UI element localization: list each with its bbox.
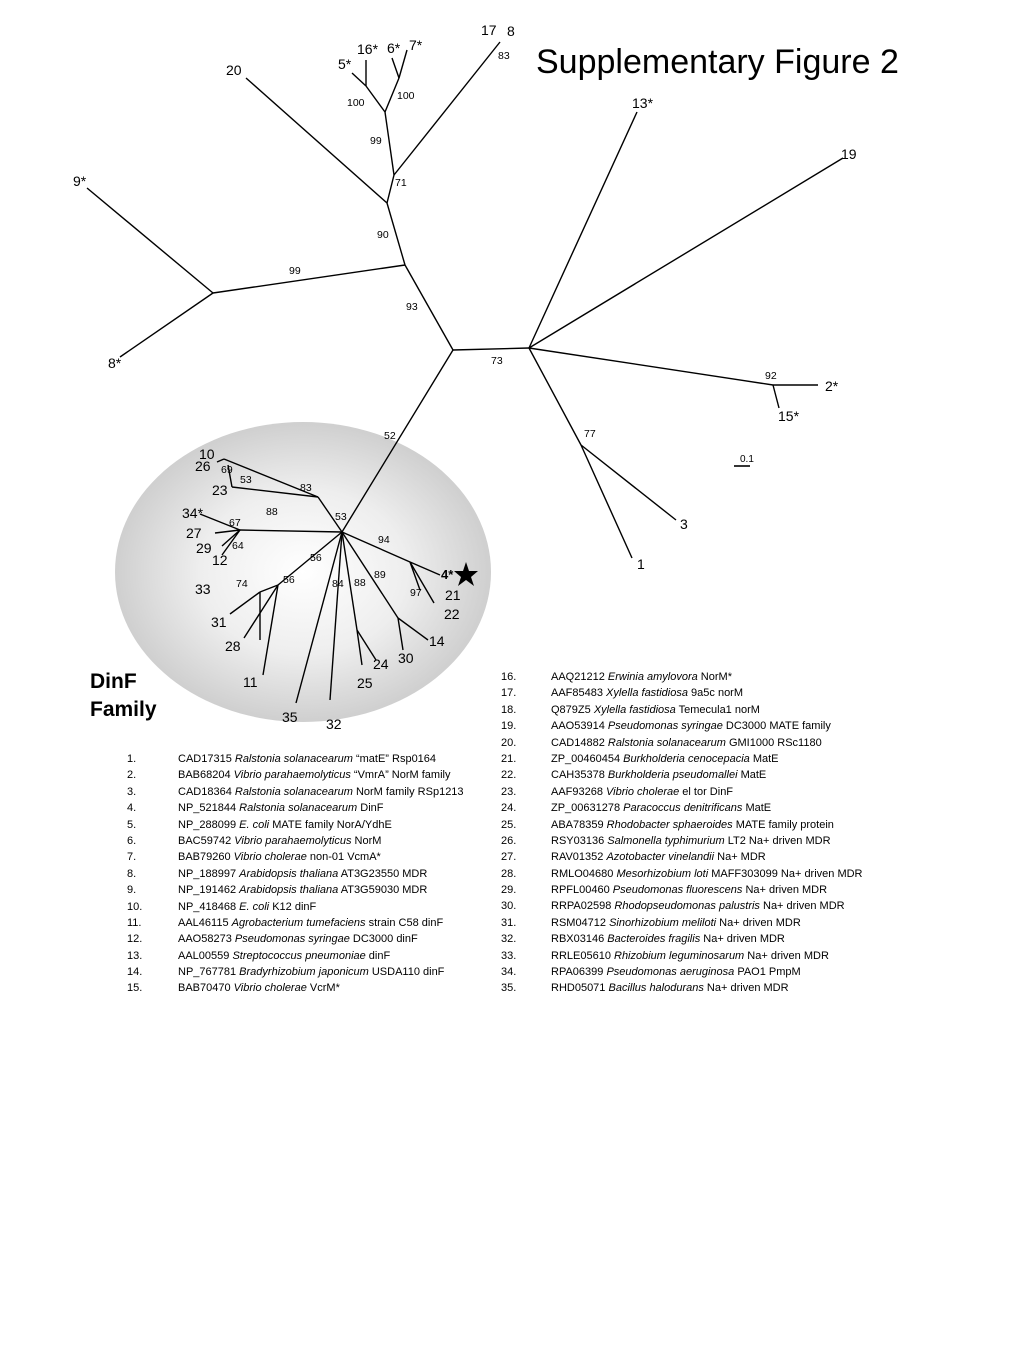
legend-organism: Burkholderia cenocepacia (623, 752, 750, 765)
legend-accession: BAB68204 (178, 769, 234, 782)
legend-description: AT3G59030 MDR (338, 884, 428, 897)
tree-branch (87, 188, 213, 293)
tree-branch (773, 385, 779, 408)
leaf-label: 14 (429, 633, 445, 649)
leaf-label: 13* (632, 95, 654, 111)
legend-description: Na+ driven MDR (703, 982, 789, 995)
legend-description: USDA110 dinF (368, 966, 445, 979)
legend-description: LT2 Na+ driven MDR (724, 834, 831, 847)
legend-accession: CAD18364 (178, 785, 235, 798)
legend-accession: BAB70470 (178, 982, 234, 995)
legend-entry-number: 21. (501, 752, 517, 765)
bootstrap-value: 74 (236, 578, 248, 590)
legend-description: VcrM* (306, 982, 340, 995)
legend-accession: ABA78359 (551, 818, 607, 831)
legend-entry-text (551, 800, 771, 816)
bootstrap-value: 77 (584, 428, 596, 440)
legend-description: MatE (749, 752, 779, 765)
leaf-label: 22 (444, 606, 460, 622)
tree-branch (529, 158, 843, 348)
leaf-label: 27 (186, 525, 202, 541)
leaf-label: 33 (195, 581, 211, 597)
legend-entry-number: 31. (501, 916, 517, 929)
bootstrap-value: 99 (370, 135, 382, 147)
leaf-label: 23 (212, 482, 228, 498)
leaf-label: 30 (398, 650, 414, 666)
legend-description: Temecula1 norM (675, 703, 760, 716)
legend-organism: Pseudomonas aeruginosa (606, 966, 735, 979)
legend-organism: Mesorhizobium loti (616, 867, 709, 880)
scale-bar-label: 0.1 (740, 454, 754, 465)
leaf-label: 16* (357, 41, 379, 57)
bootstrap-value: 100 (347, 97, 365, 109)
legend-organism: Bacillus halodurans (608, 982, 704, 995)
family-label-line-2: Family (90, 698, 157, 721)
legend-organism: Pseudomonas syringae (607, 720, 723, 733)
legend-organism: Ralstonia solanacearum (234, 785, 353, 798)
legend-organism: Vibrio cholerae (233, 851, 307, 864)
legend-accession: ZP_00460454 (551, 752, 624, 765)
legend-organism: Rhodobacter sphaeroides (606, 818, 733, 831)
legend-description: non-01 VcmA* (306, 851, 381, 864)
leaf-label: 1 (637, 556, 645, 572)
legend-accession: NP_191462 (178, 884, 240, 897)
bootstrap-value: 71 (395, 177, 407, 189)
leaf-label: 34* (182, 505, 204, 521)
legend-entry-text (551, 718, 831, 734)
tree-branch (392, 58, 399, 78)
legend-organism: Salmonella typhimurium (607, 834, 725, 847)
legend-description: Na+ driven MDR (716, 916, 801, 929)
legend-entry-text (551, 767, 766, 783)
legend-entry-number: 5. (127, 818, 137, 831)
legend-description: NorM family RSp1213 (352, 785, 464, 798)
legend-description: Na+ driven MDR (759, 900, 845, 913)
dinf-family-label (90, 668, 157, 724)
legend-accession: NP_767781 (178, 966, 240, 979)
leaf-label: 21 (445, 587, 461, 603)
legend-entry-number: 18. (501, 703, 517, 716)
legend-description: MATE family NorA/YdhE (269, 818, 392, 831)
legend-entry-number: 6. (127, 834, 137, 847)
legend-entry-number: 3. (127, 785, 137, 798)
tree-branch (453, 348, 529, 350)
legend-entry-text (178, 767, 450, 783)
legend-accession: AAF93268 (551, 785, 607, 798)
legend-organism: Arabidopsis thaliana (239, 884, 339, 897)
legend-entry-number: 23. (501, 785, 517, 798)
legend-entry-text (551, 980, 789, 996)
leaf-label: 26 (195, 458, 211, 474)
legend-entry-text (178, 800, 383, 816)
legend-description: MATE family protein (732, 818, 834, 831)
scale-bar (734, 454, 754, 466)
legend-entry-number: 32. (501, 933, 517, 946)
legend-accession: AAO58273 (178, 933, 235, 946)
leaf-label: 7* (409, 37, 423, 53)
legend-entry-number: 11. (127, 916, 142, 929)
legend-entry-text (551, 751, 779, 767)
legend-entry-text (178, 915, 443, 931)
legend-entry-text (551, 898, 845, 914)
tree-branch (529, 348, 773, 385)
leaf-label: 25 (357, 675, 373, 691)
legend-entry-number: 33. (501, 949, 517, 962)
leaf-label: 35 (282, 709, 298, 725)
bootstrap-value: 92 (765, 370, 777, 382)
tree-branch (387, 203, 405, 265)
legend-description: K12 dinF (269, 900, 317, 913)
legend-organism: Streptococcus pneumoniae (232, 949, 366, 962)
legend-accession: AAL46115 (178, 916, 232, 929)
legend-entry-text (178, 980, 340, 996)
tree-branch (394, 42, 500, 175)
leaf-label: 2* (825, 378, 839, 394)
legend-organism: Arabidopsis thaliana (239, 867, 339, 880)
tree-branch (352, 73, 366, 86)
bootstrap-value: 64 (232, 540, 244, 552)
legend-accession: RPFL00460 (551, 884, 613, 897)
legend-accession: Q879Z5 (551, 703, 594, 716)
legend-organism: Rhodopseudomonas palustris (614, 900, 760, 913)
legend-entry-text (178, 817, 392, 833)
legend-accession: NP_521844 (178, 802, 240, 815)
legend-accession: ZP_00631278 (551, 802, 624, 815)
leaf-label: 29 (196, 540, 212, 556)
legend-accession: RBX03146 (551, 933, 608, 946)
legend-entry-number: 22. (501, 769, 517, 782)
legend-organism: Vibrio parahaemolyticus (234, 834, 352, 847)
legend-entry-number: 8. (127, 867, 137, 880)
legend-entry-text (551, 948, 829, 964)
legend-organism: Erwinia amylovora (607, 671, 698, 683)
bootstrap-value: 56 (283, 574, 295, 586)
legend-entry-number: 29. (501, 884, 517, 897)
legend-accession: RRLE05610 (551, 949, 614, 962)
legend-entry-text (178, 833, 381, 849)
legend-entry-text (551, 866, 863, 882)
legend-entry-number: 27. (501, 851, 517, 864)
legend-organism: Xylella fastidiosa (593, 703, 676, 716)
legend-accession: AAF85483 (551, 687, 607, 700)
legend-organism: Rhizobium leguminosarum (614, 949, 745, 962)
legend-organism: Pseudomonas fluorescens (612, 884, 743, 897)
leaf-label: 11 (243, 674, 258, 690)
tree-branch (529, 348, 581, 445)
legend-accession: CAD14882 (551, 736, 608, 749)
legend-entry-number: 4. (127, 802, 137, 815)
legend-description: Na+ driven MDR (700, 933, 785, 946)
legend-entry-number: 25. (501, 818, 517, 831)
legend-organism: Sinorhizobium meliloti (609, 916, 717, 929)
leaf-label: 4* (441, 567, 454, 582)
legend-organism: Xylella fastidiosa (606, 687, 688, 700)
tree-branch (366, 86, 385, 112)
tree-branch (213, 265, 405, 293)
legend-description: dinF (365, 949, 391, 962)
legend-entry-text (178, 931, 418, 947)
legend-organism: Ralstonia solanacearum (239, 802, 358, 815)
leaf-label: 9* (73, 173, 87, 189)
bootstrap-value: 89 (374, 569, 386, 581)
legend-accession: NP_188997 (178, 867, 240, 880)
legend-entry-text (178, 784, 464, 800)
legend-entry-text (551, 784, 733, 800)
bootstrap-value: 84 (332, 578, 344, 590)
leaf-label: 6* (387, 40, 401, 56)
legend-entry-text (551, 931, 785, 947)
legend-description: GMI1000 RSc1180 (725, 736, 822, 749)
legend-accession: RSY03136 (551, 834, 608, 847)
legend-description: el tor DinF (679, 785, 734, 798)
legend-entry-number: 24. (501, 802, 517, 815)
family-label-line-1: DinF (90, 670, 137, 693)
figure-title: Supplementary Figure 2 (536, 43, 899, 81)
legend-organism: Ralstonia solanacearum (607, 736, 726, 749)
legend-accession: RSM04712 (551, 916, 610, 929)
legend-entry-text (551, 735, 822, 751)
tree-branch (581, 445, 676, 520)
leaf-label: 32 (326, 716, 342, 732)
legend-entry-text (551, 669, 732, 685)
legend-accession: RAV01352 (551, 851, 607, 864)
legend-entry-text (178, 882, 427, 898)
legend-accession: CAH35378 (551, 769, 608, 782)
legend-accession: RPA06399 (551, 966, 607, 979)
legend-entry-text (551, 964, 801, 980)
leaf-label: 10 (199, 446, 215, 462)
legend-entry-text (551, 833, 831, 849)
legend-organism: Vibrio cholerae (606, 785, 680, 798)
legend-accession: AAL00559 (178, 949, 233, 962)
bootstrap-value: 88 (266, 506, 278, 518)
bootstrap-value: 52 (384, 430, 396, 442)
legend-entry-number: 19. (501, 720, 517, 733)
bootstrap-value: 73 (491, 355, 503, 367)
legend-entry-number: 1. (127, 753, 137, 765)
legend-organism: Ralstonia solanacearum (234, 753, 353, 765)
tree-branch (387, 175, 394, 203)
leaf-label: 12 (212, 552, 228, 568)
bootstrap-value: 94 (378, 534, 390, 546)
leaf-label: 20 (226, 62, 242, 78)
bootstrap-value: 93 (406, 301, 418, 313)
leaf-label: 8* (108, 355, 122, 371)
legend-description: Na+ driven MDR (742, 884, 828, 897)
legend-entry-text (551, 817, 834, 833)
bootstrap-value: 56 (310, 552, 322, 564)
legend-accession: NP_418468 (178, 900, 240, 913)
legend-entry-text (178, 948, 390, 964)
legend-description: strain C58 dinF (365, 916, 444, 929)
legend-entry-number: 28. (501, 867, 517, 880)
legend-description: DC3000 dinF (349, 933, 418, 946)
leaf-label: 31 (211, 614, 227, 630)
legend-accession: RHD05071 (551, 982, 609, 995)
legend-entry-text (178, 964, 444, 980)
leaf-label: 28 (225, 638, 241, 654)
legend-entry-text (551, 882, 827, 898)
tree-branch (120, 293, 213, 357)
legend-accession: RMLO04680 (551, 867, 617, 880)
leaf-label: 3 (680, 516, 688, 532)
bootstrap-value: 53 (335, 511, 347, 523)
leaf-label: 8 (507, 23, 515, 39)
legend-entry-number: 26. (501, 834, 517, 847)
legend-entry-number: 7. (127, 851, 137, 864)
legend-accession: AAQ21212 (551, 671, 608, 683)
bootstrap-value: 100 (397, 90, 415, 102)
legend-description: “VmrA” NorM family (350, 769, 451, 782)
legend-description: 9a5c norM (687, 687, 744, 700)
legend-entry-number: 10. (127, 900, 143, 913)
bootstrap-value: 83 (300, 482, 312, 494)
legend-entry-number: 14. (127, 966, 143, 979)
legend-accession: NP_288099 (178, 818, 240, 831)
legend-organism: Bradyrhizobium japonicum (239, 966, 369, 979)
bootstrap-value: 83 (498, 50, 510, 62)
legend-entry-text (178, 751, 436, 767)
bootstrap-value: 67 (229, 517, 241, 529)
legend-description: NorM (351, 834, 382, 847)
tree-branch (581, 445, 632, 558)
legend-entry-text (551, 849, 766, 865)
leaf-label: 5* (338, 56, 352, 72)
bootstrap-value: 90 (377, 229, 389, 241)
bootstrap-value: 88 (354, 577, 366, 589)
legend-description: “matE” Rsp0164 (352, 753, 437, 765)
legend-organism: Agrobacterium tumefaciens (231, 916, 366, 929)
legend-organism: Paracoccus denitrificans (623, 802, 743, 815)
legend-description: MAFF303099 Na+ driven MDR (708, 867, 863, 880)
legend-entry-number: 9. (127, 884, 137, 897)
tree-branch (246, 78, 387, 203)
legend-accession: CAD17315 (178, 753, 235, 765)
legend-entry-number: 15. (127, 982, 143, 995)
legend-entry-number: 12. (127, 933, 143, 946)
legend-entry-text (178, 899, 316, 915)
legend-organism: Pseudomonas syringae (234, 933, 350, 946)
legend-description: DinF (357, 802, 384, 815)
legend-organism: Burkholderia pseudomallei (607, 769, 738, 782)
legend-entry-number: 16. (501, 671, 517, 683)
tree-branch (385, 112, 394, 175)
legend-accession: BAB79260 (178, 851, 234, 864)
leaf-label: 19 (841, 146, 857, 162)
legend-organism: E. coli (239, 818, 270, 831)
legend-entry-number: 17. (501, 687, 517, 700)
tree-branch (529, 112, 637, 348)
legend-organism: Azotobacter vinelandii (606, 851, 715, 864)
legend-entry-text (178, 866, 427, 882)
bootstrap-value: 97 (410, 587, 422, 599)
legend-entry-number: 2. (127, 769, 137, 782)
legend-entry-number: 30. (501, 900, 517, 913)
legend-description: Na+ driven MDR (744, 949, 829, 962)
legend-organism: Vibrio parahaemolyticus (233, 769, 351, 782)
legend-entry-number: 13. (127, 949, 143, 962)
leaf-label: 15* (778, 408, 800, 424)
legend-description: AT3G23550 MDR (338, 867, 428, 880)
leaf-label: 17 (481, 22, 497, 38)
legend-organism: E. coli (239, 900, 270, 913)
legend-description: MatE (737, 769, 767, 782)
legend-entry-number: 34. (501, 966, 517, 979)
legend-description: NorM* (697, 671, 732, 683)
bootstrap-value: 99 (289, 265, 301, 277)
legend-description: DC3000 MATE family (722, 720, 831, 733)
legend-organism: Bacteroides fragilis (607, 933, 701, 946)
bootstrap-value: 69 (221, 464, 233, 476)
legend-entry-text (551, 685, 743, 701)
legend-accession: BAC59742 (178, 834, 235, 847)
bootstrap-value: 53 (240, 474, 252, 486)
legend-description: MatE (742, 802, 772, 815)
legend-entry-number: 20. (501, 736, 517, 749)
legend-accession: AAO53914 (551, 720, 608, 733)
legend-entry-text (551, 915, 801, 931)
legend-entry-text (178, 849, 381, 865)
legend-entry-text (551, 702, 760, 718)
legend-organism: Vibrio cholerae (233, 982, 307, 995)
legend-entry-number: 35. (501, 982, 517, 995)
leaf-label: 24 (373, 656, 389, 672)
legend-description: PAO1 PmpM (734, 966, 801, 979)
legend-description: Na+ MDR (714, 851, 766, 864)
legend-accession: RRPA02598 (551, 900, 615, 913)
